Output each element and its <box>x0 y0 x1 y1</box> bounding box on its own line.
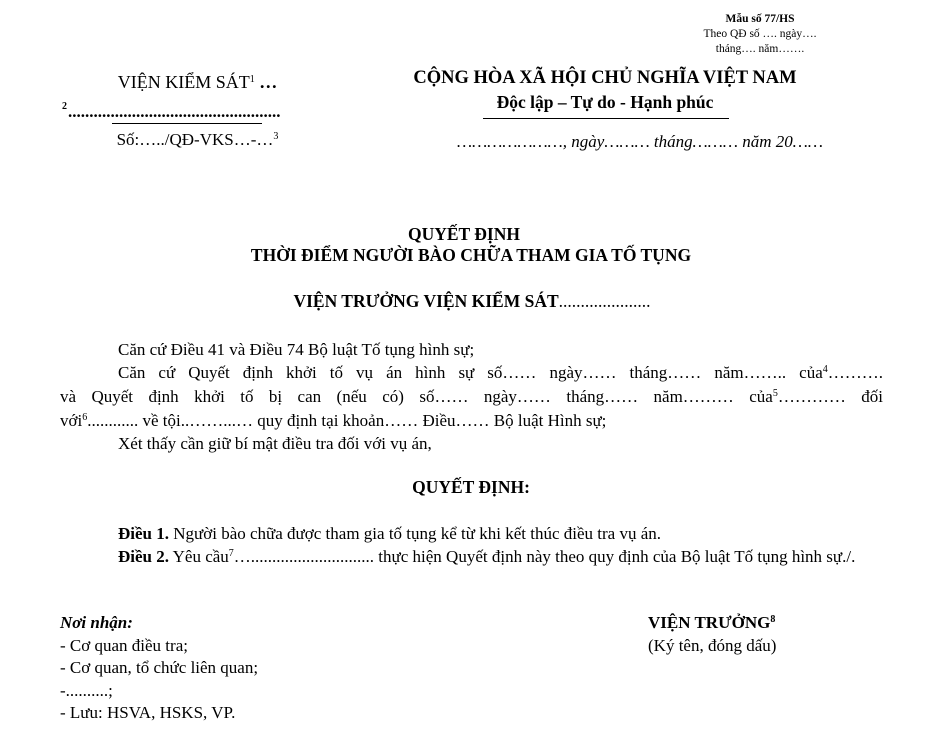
footnote-ref: 1 <box>249 74 255 85</box>
footnote-ref: 2 <box>62 101 67 112</box>
legal-basis-4-text: với <box>60 411 83 430</box>
form-reference-line1: Theo QĐ số …. ngày…. <box>703 28 817 40</box>
document-title: QUYẾT ĐỊNH <box>408 224 520 244</box>
place-and-date: …………………, ngày……… tháng……… năm 20…… <box>456 132 824 151</box>
motto-underline <box>483 118 729 119</box>
consideration: Xét thấy cần giữ bí mật điều tra đối với vụ án, <box>118 434 432 453</box>
footnote-ref: 3 <box>273 131 279 142</box>
article-1-label: Điều 1. <box>118 524 169 543</box>
article-2-text: Yêu cầu <box>169 547 229 566</box>
legal-basis-3-placeholder: ………… đối <box>777 387 883 406</box>
document-number <box>60 130 335 150</box>
legal-basis-3 <box>60 385 883 409</box>
agency-label: VIỆN KIỂM SÁT <box>117 72 250 92</box>
signer-title <box>648 612 776 635</box>
agency-placeholder: … <box>254 72 278 92</box>
form-number-block <box>680 12 840 57</box>
recipients-label: Nơi nhận: <box>60 613 133 632</box>
legal-basis-2-text: Căn cứ Quyết định khởi tố vụ án hình sự số…… ngày…… tháng…… năm…….. của <box>118 363 823 382</box>
issuing-authority <box>0 291 928 312</box>
agency-underline <box>112 123 262 124</box>
sub-agency-placeholder: .................................................. <box>68 102 281 121</box>
footnote-ref: 4 <box>822 364 828 375</box>
sub-agency-line <box>62 102 322 122</box>
signature-block <box>648 612 776 657</box>
article-1-text: Người bào chữa được tham gia tố tụng kể từ khi kết thúc điều tra vụ án. <box>169 524 661 543</box>
legal-basis-3-text: và Quyết định khởi tố bị can (nếu có) số…… ngày…… tháng…… năm……… của <box>60 387 773 406</box>
footnote-ref: 5 <box>772 388 778 399</box>
legal-basis-4 <box>60 409 883 433</box>
national-title: CỘNG HÒA XÃ HỘI CHỦ NGHĨA VIỆT NAM <box>413 68 797 88</box>
document-subtitle: THỜI ĐIỂM NGƯỜI BÀO CHỮA THAM GIA TỐ TỤNG <box>250 245 692 265</box>
article-2-text-cont: …............................. thực hiện Quyết định này theo quy định của Bộ luật Tố tụng hình sự./. <box>233 547 856 566</box>
legal-basis-1: Căn cứ Điều 41 và Điều 74 Bộ luật Tố tụng hình sự; <box>118 340 475 359</box>
recipient-item: -..........; <box>60 680 113 700</box>
authority-title: VIỆN TRƯỞNG VIỆN KIỂM SÁT <box>293 291 559 311</box>
recipient-item: - Lưu: HSVA, HSKS, VP. <box>60 703 236 722</box>
legal-basis-4-placeholder: ............ về tội..……...… quy định tại khoản…… Điều…… Bộ luật Hình sự; <box>87 411 607 430</box>
footnote-ref: 8 <box>770 614 776 625</box>
national-motto: Độc lập – Tự do - Hạnh phúc <box>496 92 714 112</box>
authority-placeholder: ..................... <box>558 291 651 311</box>
article-2-label: Điều 2. <box>118 547 169 566</box>
signature-note: (Ký tên, đóng dấu) <box>648 635 777 655</box>
recipient-item: - Cơ quan điều tra; <box>60 635 188 655</box>
document-number-text: Số:…../QĐ-VKS…-… <box>116 130 274 149</box>
decision-heading: QUYẾT ĐỊNH: <box>412 477 530 497</box>
legal-basis-2-placeholder: ………. <box>827 363 883 382</box>
article-1 <box>60 522 883 546</box>
article-2 <box>60 545 883 569</box>
footnote-ref: 7 <box>228 548 234 559</box>
signer-title-text: VIỆN TRƯỞNG <box>648 613 771 632</box>
legal-basis-2 <box>60 361 883 385</box>
recipients-block <box>60 612 258 725</box>
footnote-ref: 6 <box>82 412 88 423</box>
agency-name <box>60 72 335 93</box>
form-code: Mẫu số 77/HS <box>725 13 795 25</box>
recipient-item: - Cơ quan, tổ chức liên quan; <box>60 658 259 677</box>
form-reference-line2: tháng…. năm……. <box>715 43 805 55</box>
